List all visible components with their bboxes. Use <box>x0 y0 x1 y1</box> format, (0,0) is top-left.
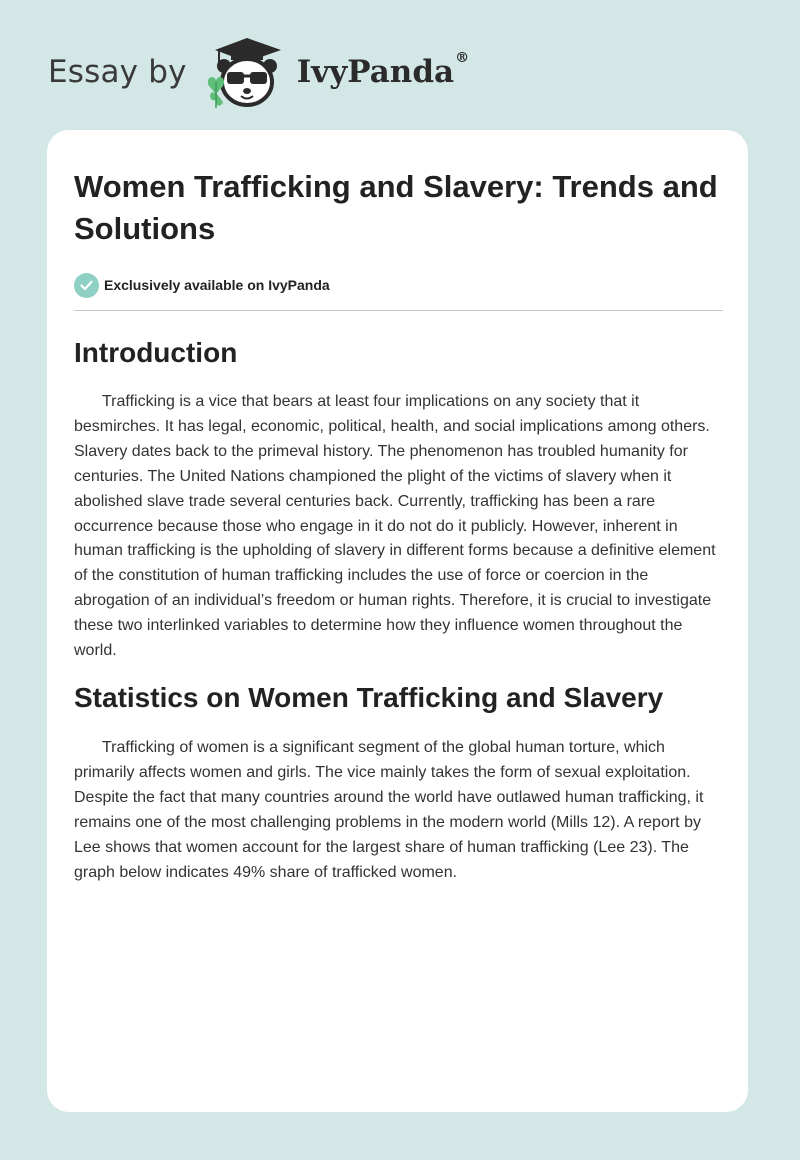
divider <box>74 310 723 311</box>
section-heading-statistics: Statistics on Women Trafficking and Slavery <box>74 681 664 713</box>
check-icon <box>74 273 99 298</box>
registered-mark: ® <box>455 50 470 66</box>
brand-name[interactable]: IvyPanda® <box>296 50 470 90</box>
exclusive-badge <box>74 272 723 298</box>
essay-card <box>47 130 748 1112</box>
essay-title: Women Trafficking and Slavery: Trends and Solutions <box>74 169 718 246</box>
essay-by-label: Essay by <box>48 54 187 90</box>
site-header <box>48 34 469 110</box>
exclusive-label: Exclusively available on IvyPanda <box>104 277 330 293</box>
essay-content <box>74 166 723 885</box>
section-heading-introduction: Introduction <box>74 337 238 368</box>
section-paragraph-statistics: Trafficking of women is a significant segment of the global human torture, which primarily affects women and girls. The vice mainly takes the form of sexual exploitation. Despite the fact that many countries around the world have outlawed human trafficking, it remains one of the most challenging problems in the modern world (Mills 12). A report by Lee shows that women account for the largest share of human trafficking (Lee 23). The graph below indicates 49% share of trafficked women. <box>74 738 704 881</box>
ivypanda-logo-icon[interactable] <box>203 34 291 110</box>
section-paragraph-introduction: Trafficking is a vice that bears at least four implications on any society that it besmirches. It has legal, economic, political, health, and social implications among others. Slavery dates back to the primeval history. The phenomenon has troubled humanity for centuries. The United Nations championed the plight of the victims of slavery when it abolished slave trade several centuries back. Currently, trafficking has been a rare occurrence because those who engage in it do not do it publicly. However, inherent in human trafficking is the upholding of slavery in different forms because a definitive element of the constitution of human trafficking includes the use of force or coercion in the abrogation of an individual’s freedom or human rights. Therefore, it is crucial to investigate these two interlinked variables to determine how they influence women throughout the world. <box>74 393 716 660</box>
